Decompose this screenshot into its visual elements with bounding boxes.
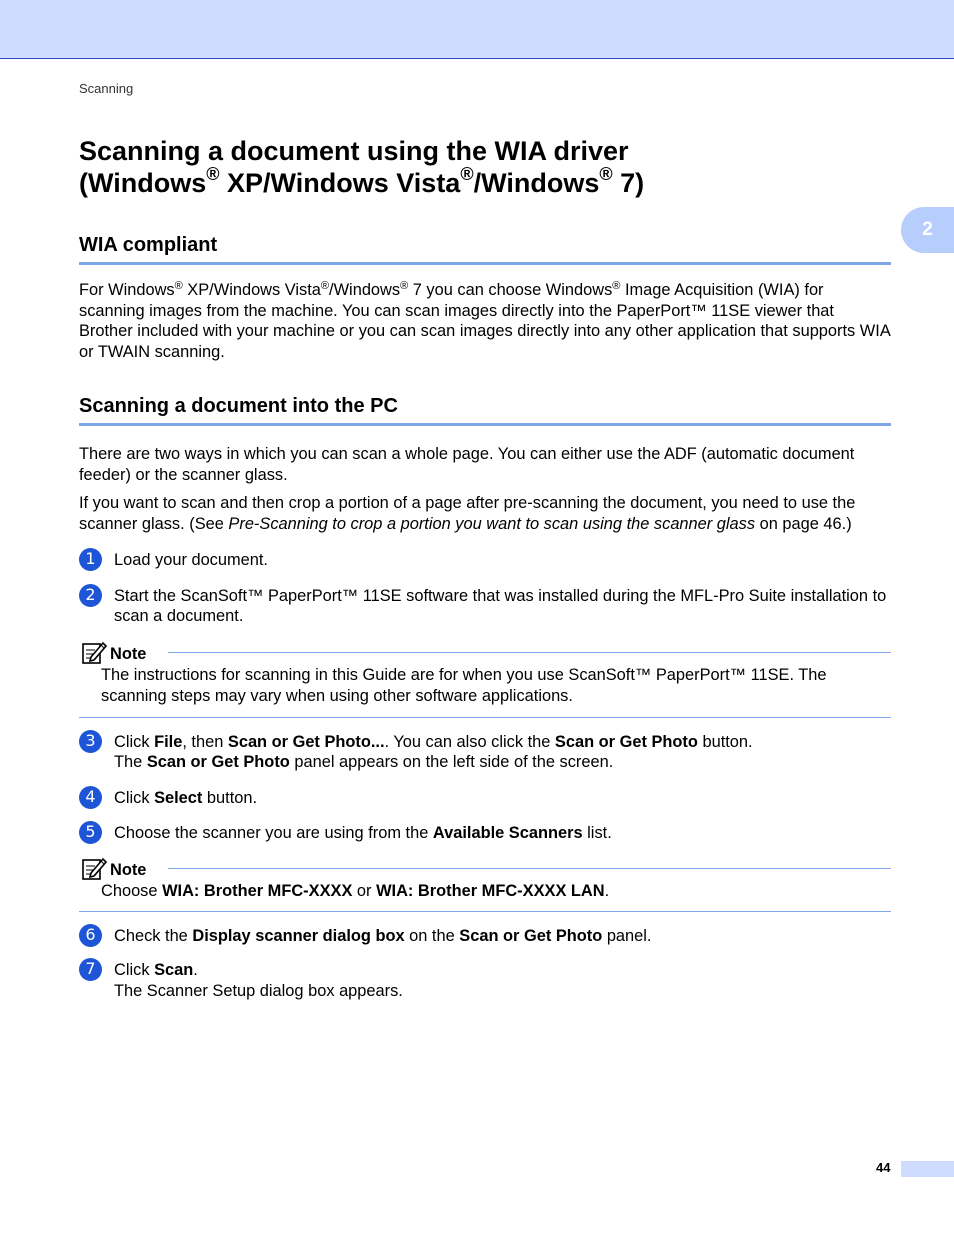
title-line-2b: XP/Windows Vista: [219, 168, 461, 198]
step-6: 6 Check the Display scanner dialog box on the Scan or Get Photo panel.: [79, 926, 891, 947]
step-number-7-icon: 7: [79, 958, 102, 981]
scan-document-heading: Scanning a document into the PC: [79, 394, 891, 426]
footer-band: [901, 1161, 954, 1177]
page-title: [79, 135, 891, 199]
step-text: Start the ScanSoft™ PaperPort™ 11SE software that was installed during the MFL-Pro Suite installation to scan a document.: [114, 586, 887, 625]
note-header: [79, 857, 891, 881]
step-number-2-icon: 2: [79, 584, 102, 607]
page-number: 44: [876, 1160, 891, 1175]
title-line-2d: 7): [612, 168, 645, 198]
top-header-band: [0, 0, 954, 59]
wia-compliant-heading: WIA compliant: [79, 233, 891, 265]
note-pencil-icon: [81, 855, 107, 881]
note-label: Note: [110, 644, 147, 663]
step-number-1-icon: 1: [79, 548, 102, 571]
scan-ways-paragraph: There are two ways in which you can scan a whole page. You can either use the ADF (automatic document feeder) or the scanner glass.: [79, 445, 855, 484]
step-text: Load your document.: [114, 551, 268, 569]
note-header: [79, 641, 891, 665]
step-number-5-icon: 5: [79, 821, 102, 844]
step-7: 7 Click Scan. The Scanner Setup dialog box appears.: [79, 960, 891, 1001]
step-1: [79, 550, 891, 571]
wia-paragraph: For Windows® XP/Windows Vista®/Windows® 7 you can choose Windows® Image Acquisition (WIA) for scanning images from the machine. You can scan images directly into the PaperPort™ 11SE viewer that Brother included with your machine or you can scan images directly into any other application that supports WIA or TWAIN scanning.: [79, 280, 890, 361]
running-head: Scanning: [79, 81, 134, 96]
note-rule: [168, 652, 891, 653]
note-label: Note: [110, 860, 147, 879]
note-box-2: [79, 857, 891, 912]
step-3: 3 Click File, then Scan or Get Photo.... You can also click the Scan or Get Photo button. The Scan or Get Photo panel appears on the left side of the screen.: [79, 732, 891, 773]
cross-reference-link: Pre-Scanning to crop a portion you want to scan using the scanner glass: [228, 514, 756, 533]
title-line-1: Scanning a document using the WIA driver: [79, 136, 629, 166]
scan-crop-paragraph: If you want to scan and then crop a portion of a page after pre-scanning the document, you need to use the scanner glass. (See Pre-Scanning to crop a portion you want to scan using the scanner glass on page 46.): [79, 494, 856, 533]
step-2: [79, 586, 891, 627]
title-line-2c: /Windows: [473, 168, 600, 198]
step-number-6-icon: 6: [79, 924, 102, 947]
note-pencil-icon: [81, 639, 107, 665]
page-content: [79, 130, 891, 1001]
chapter-tab: 2: [901, 207, 954, 253]
step-number-3-icon: 3: [79, 730, 102, 753]
title-line-2a: (Windows: [79, 168, 207, 198]
note-box-1: [79, 641, 891, 718]
registered-mark: ®: [599, 164, 613, 184]
note-text: Choose WIA: Brother MFC-XXXX or WIA: Brother MFC-XXXX LAN.: [101, 881, 610, 900]
note-rule: [168, 868, 891, 869]
registered-mark: ®: [460, 164, 474, 184]
step-5: 5 Choose the scanner you are using from the Available Scanners list.: [79, 823, 891, 844]
step-number-4-icon: 4: [79, 786, 102, 809]
registered-mark: ®: [206, 164, 220, 184]
note-text: The instructions for scanning in this Guide are for when you use ScanSoft™ PaperPort™ 11SE. The scanning steps may vary when using other software applications.: [101, 665, 827, 705]
step-4: 4 Click Select button.: [79, 788, 891, 809]
